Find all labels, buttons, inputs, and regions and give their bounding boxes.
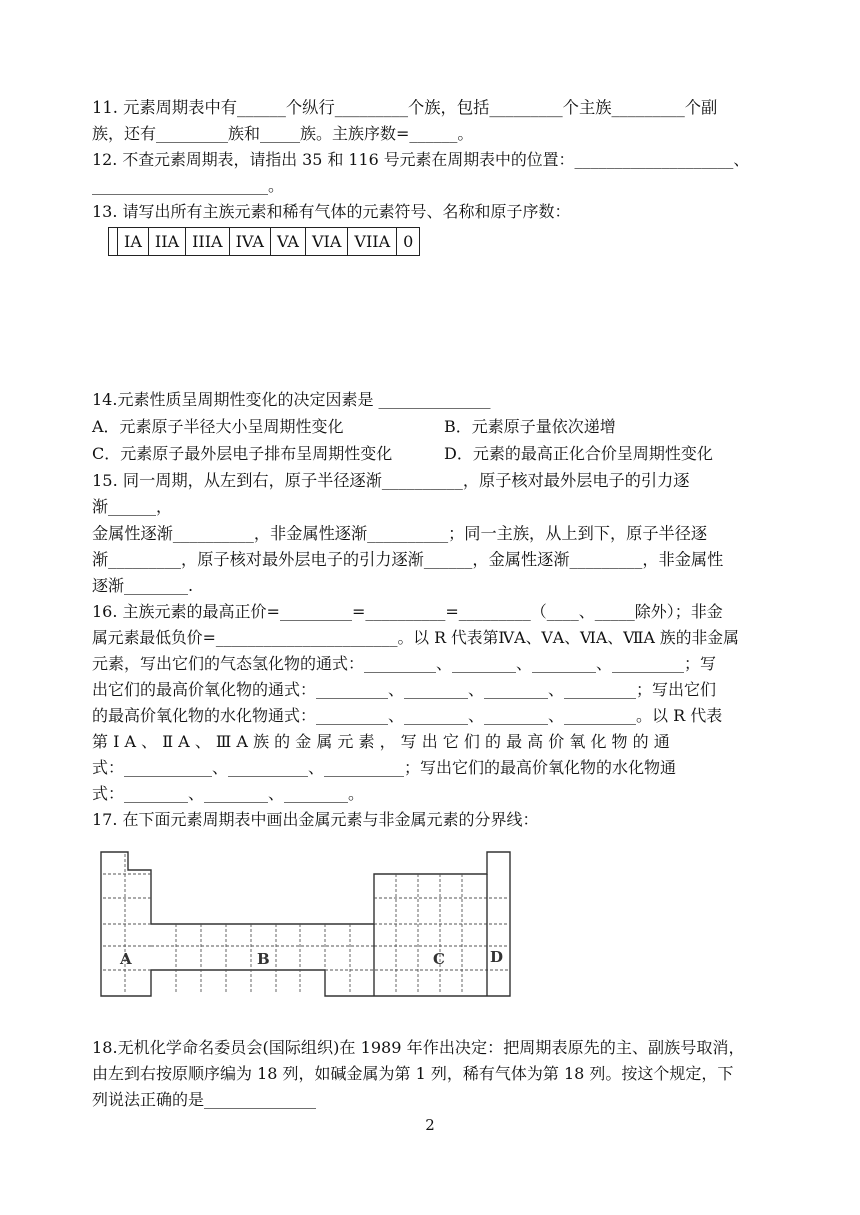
q15-line4: 渐_________，原子核对最外层电子的引力逐渐______，金属性逐渐_________，非金属性: [92, 550, 724, 569]
group-header-cell: 0: [397, 228, 420, 256]
periodic-table-outline: [100, 850, 512, 998]
q15-line2: 渐______，: [92, 497, 173, 516]
q12-line2: ______________________。: [92, 176, 285, 195]
q16-line1: 16. 主族元素的最高正价=_________=__________=_________（____、_____除外）；非金: [92, 602, 723, 621]
group-header-blank-cell: [109, 228, 118, 256]
region-label-a: A: [120, 950, 132, 968]
group-header-cell: VA: [270, 228, 305, 256]
q16-line6: 第 Ⅰ A 、 Ⅱ A 、 Ⅲ A 族 的 金 属 元 素 ， 写 出 它 们 的 最 高 价 氧 化 物 的 通: [92, 732, 670, 751]
q16-line3: 元素，写出它们的气态氢化物的通式：_________、________、________、_________；写: [92, 654, 717, 673]
q15-line3: 金属性逐渐__________，非金属性逐渐__________；同一主族，从上到下，原子半径逐: [92, 524, 708, 543]
q14-stem: 14.元素性质呈周期性变化的决定因素是 ______________: [92, 390, 491, 409]
q18-line2: 由左到右按原顺序编为 18 列，如碱金属为第 1 列，稀有气体为第 18 列。按这个规定，下: [92, 1064, 734, 1083]
q13-text: 13. 请写出所有主族元素和稀有气体的元素符号、名称和原子序数：: [92, 202, 571, 221]
q15-line5: 逐渐________.: [92, 576, 194, 595]
page-number: 2: [425, 1116, 435, 1134]
region-label-d: D: [490, 948, 504, 966]
group-header-cell: VIA: [305, 228, 347, 256]
group-header-table: [108, 227, 420, 256]
q15-line1: 15. 同一周期，从左到右，原子半径逐渐__________，原子核对最外层电子的引力逐: [92, 471, 690, 490]
q14-option-b: B．元素原子量依次递增: [444, 417, 616, 436]
group-header-cell: IA: [118, 228, 149, 256]
periodic-table-borders: [101, 852, 510, 996]
q11-line2: 族，还有_________族和_____族。主族序数=______。: [92, 124, 474, 143]
region-label-c: C: [433, 950, 445, 968]
group-header-cell: IVA: [229, 228, 270, 256]
group-header-cell: IIA: [148, 228, 185, 256]
region-label-b: B: [257, 950, 270, 968]
q16-line8: 式：________、________、________。: [92, 784, 365, 803]
q18-line3: 列说法正确的是______________: [92, 1090, 317, 1109]
group-header-cell: VIIA: [348, 228, 397, 256]
q16-line5: 的最高价氧化物的水化物通式：_________、________、________、_________。以 R 代表: [92, 706, 723, 725]
q16-line4: 出它们的最高价氧化物的通式：_________、________、________、_________；写出它们: [92, 680, 717, 699]
q16-line7: 式：___________、__________、__________；写出它们的最高价氧化物的水化物通: [92, 758, 677, 777]
q14-option-d: D．元素的最高正化合价呈周期性变化: [444, 444, 713, 463]
q12-line1: 12. 不查元素周期表，请指出 35 和 116 号元素在周期表中的位置：____________________、: [92, 150, 750, 169]
q18-line1: 18.无机化学命名委员会(国际组织)在 1989 年作出决定：把周期表原先的主、副族号取消，: [92, 1038, 745, 1057]
q11-line1: 11. 元素周期表中有______个纵行_________个族，包括_________个主族_________个副: [92, 98, 718, 117]
q16-line2: 属元素最低负价=_______________________。以 R 代表第ⅣA、ⅤA、ⅥA、ⅦA 族的非金属: [92, 628, 739, 647]
q17-text: 17. 在下面元素周期表中画出金属元素与非金属元素的分界线：: [92, 810, 539, 829]
q14-option-c: C．元素原子最外层电子排布呈周期性变化: [92, 444, 393, 463]
group-header-cell: IIIA: [186, 228, 230, 256]
q14-option-a: A．元素原子半径大小呈周期性变化: [92, 417, 344, 436]
periodic-table-block-dividers: [374, 874, 487, 996]
